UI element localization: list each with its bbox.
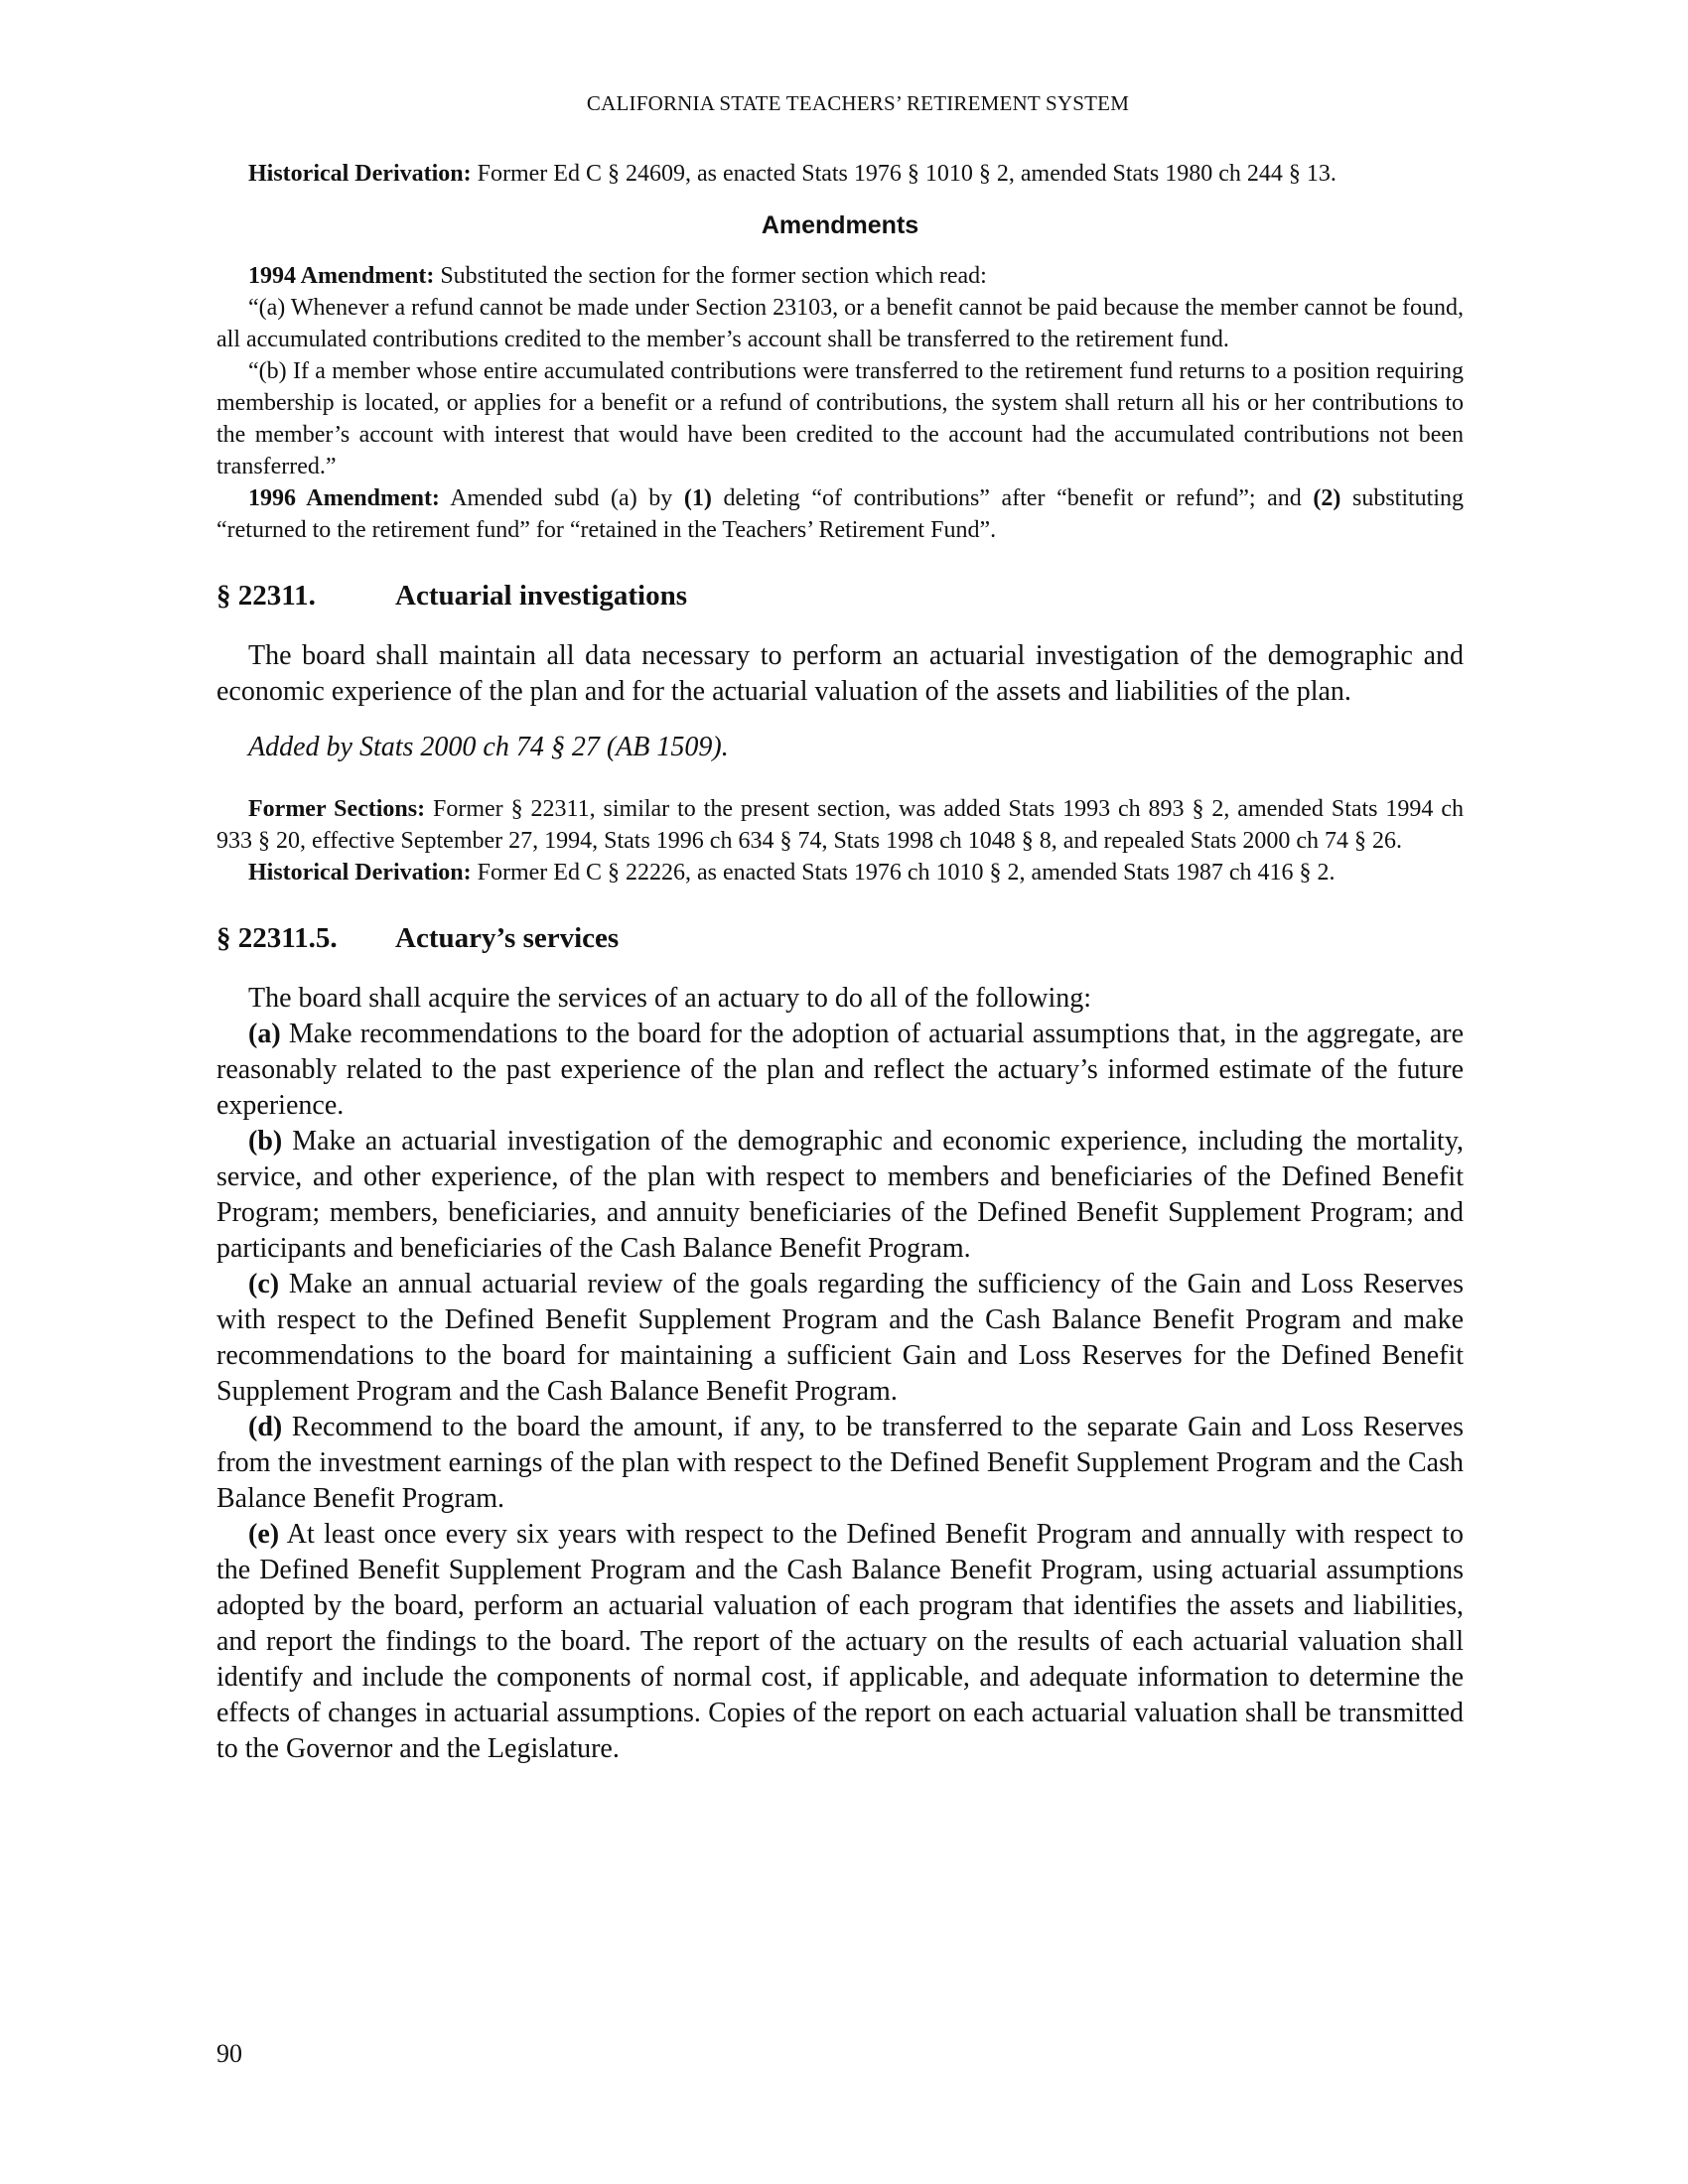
section-22311-body bbox=[216, 638, 1464, 710]
historical-derivation-block bbox=[216, 158, 1464, 190]
section-title: Actuary’s services bbox=[395, 922, 620, 954]
amendment-1994: 1994 Amendment: Substituted the section for the former section which read: bbox=[248, 263, 987, 289]
section-intro: The board shall acquire the services of an actuary to do all of the following: bbox=[248, 983, 1092, 1014]
amendments-block bbox=[216, 260, 1464, 546]
section-22311-5-heading bbox=[216, 922, 1464, 955]
subdivision-c: (c) Make an annual actuarial review of the goals regarding the sufficiency of the Gain and Loss Reserves with respect to the Defined Benefit Supplement Program and the Cash Balance Benefit Program and make recommendations to the board for maintaining a sufficient Gain and Loss Reserves for the Defined Benefit Supplement Program and the Cash Balance Benefit Program. bbox=[216, 1269, 1464, 1407]
former-sections: Former Sections: Former § 22311, similar to the present section, was added Stats 1993 ch 893 § 2, amended Stats 1994 ch 933 § 20, effective September 27, 1994, Stats 1996 ch 634 § 74, Stats 1998 ch 1048 § 8, and repealed Stats 2000 ch 74 § 26. bbox=[216, 796, 1464, 854]
subdivision-d: (d) Recommend to the board the amount, if any, to be transferred to the separate Gain and Loss Reserves from the investment earnings of the plan with respect to the Defined Benefit Supplement Program and the Cash Balance Benefit Program. bbox=[216, 1412, 1464, 1514]
subdivision-e: (e) At least once every six years with respect to the Defined Benefit Program and annually with respect to the Defined Benefit Supplement Program and the Cash Balance Benefit Program, using actuarial assumptions adopted by the board, perform an actuarial valuation of each program that identifies the assets and liabilities, and report the findings to the board. The report of the actuary on the results of each actuarial valuation shall identify and include the components of normal cost, if applicable, and adequate information to determine the effects of changes in actuarial assumptions. Copies of the report on each actuarial valuation shall be transmitted to the Governor and the Legislature. bbox=[216, 1519, 1464, 1764]
subdivision-a: (a) Make recommendations to the board for the adoption of actuarial assumptions that, in the aggregate, are reasonably related to the past experience of the plan and reflect the actuary’s informed estimate of the future experience. bbox=[216, 1019, 1464, 1121]
section-22311-notes bbox=[216, 793, 1464, 888]
section-number: § 22311. bbox=[216, 580, 316, 612]
section-number: § 22311.5. bbox=[216, 922, 338, 954]
amendment-1994-quote-b: “(b) If a member whose entire accumulated contributions were transferred to the retirement fund returns to a position requiring membership is located, or applies for a benefit or a refund of contributions, the system shall return all his or her contributions to the member’s account with interest that would have been credited to the account had the accumulated contributions not been transferred.” bbox=[216, 358, 1464, 479]
section-22311-text: The board shall maintain all data necessary to perform an actuarial investigation of the demographic and economic experience of the plan and for the actuarial valuation of the assets and liabilities of the plan. bbox=[216, 640, 1464, 707]
historical-derivation: Historical Derivation: Former Ed C § 22226, as enacted Stats 1976 ch 1010 § 2, amended Stats 1987 ch 416 § 2. bbox=[248, 860, 1336, 886]
section-22311-heading bbox=[216, 580, 1464, 613]
subdivision-b: (b) Make an actuarial investigation of the demographic and economic experience, including the mortality, service, and other experience, of the plan with respect to members and beneficiaries of the Defined Benefit Program; members, beneficiaries, and annuity beneficiaries of the Defined Benefit Supplement Program; and participants and beneficiaries of the Cash Balance Benefit Program. bbox=[216, 1126, 1464, 1264]
section-22311-5-body bbox=[216, 981, 1464, 1767]
amendments-heading: Amendments bbox=[761, 211, 919, 239]
page-number: 90 bbox=[216, 2039, 242, 2068]
added-by-note: Added by Stats 2000 ch 74 § 27 (AB 1509). bbox=[248, 732, 729, 762]
amendment-1994-quote-a: “(a) Whenever a refund cannot be made under Section 23103, or a benefit cannot be paid because the member cannot be found, all accumulated contributions credited to the member’s account shall be transferred to the retirement fund. bbox=[216, 295, 1464, 352]
document-page bbox=[216, 91, 1464, 1767]
historical-derivation: Historical Derivation: Former Ed C § 24609, as enacted Stats 1976 § 1010 § 2, amended Stats 1980 ch 244 § 13. bbox=[248, 161, 1336, 187]
amendment-1996: 1996 Amendment: Amended subd (a) by (1) deleting “of contributions” after “benefit or refund”; and (2) substituting “returned to the retirement fund” for “retained in the Teachers’ Retirement Fund”. bbox=[216, 485, 1465, 543]
section-title: Actuarial investigations bbox=[395, 580, 688, 612]
running-header: CALIFORNIA STATE TEACHERS’ RETIREMENT SYSTEM bbox=[586, 91, 1130, 115]
